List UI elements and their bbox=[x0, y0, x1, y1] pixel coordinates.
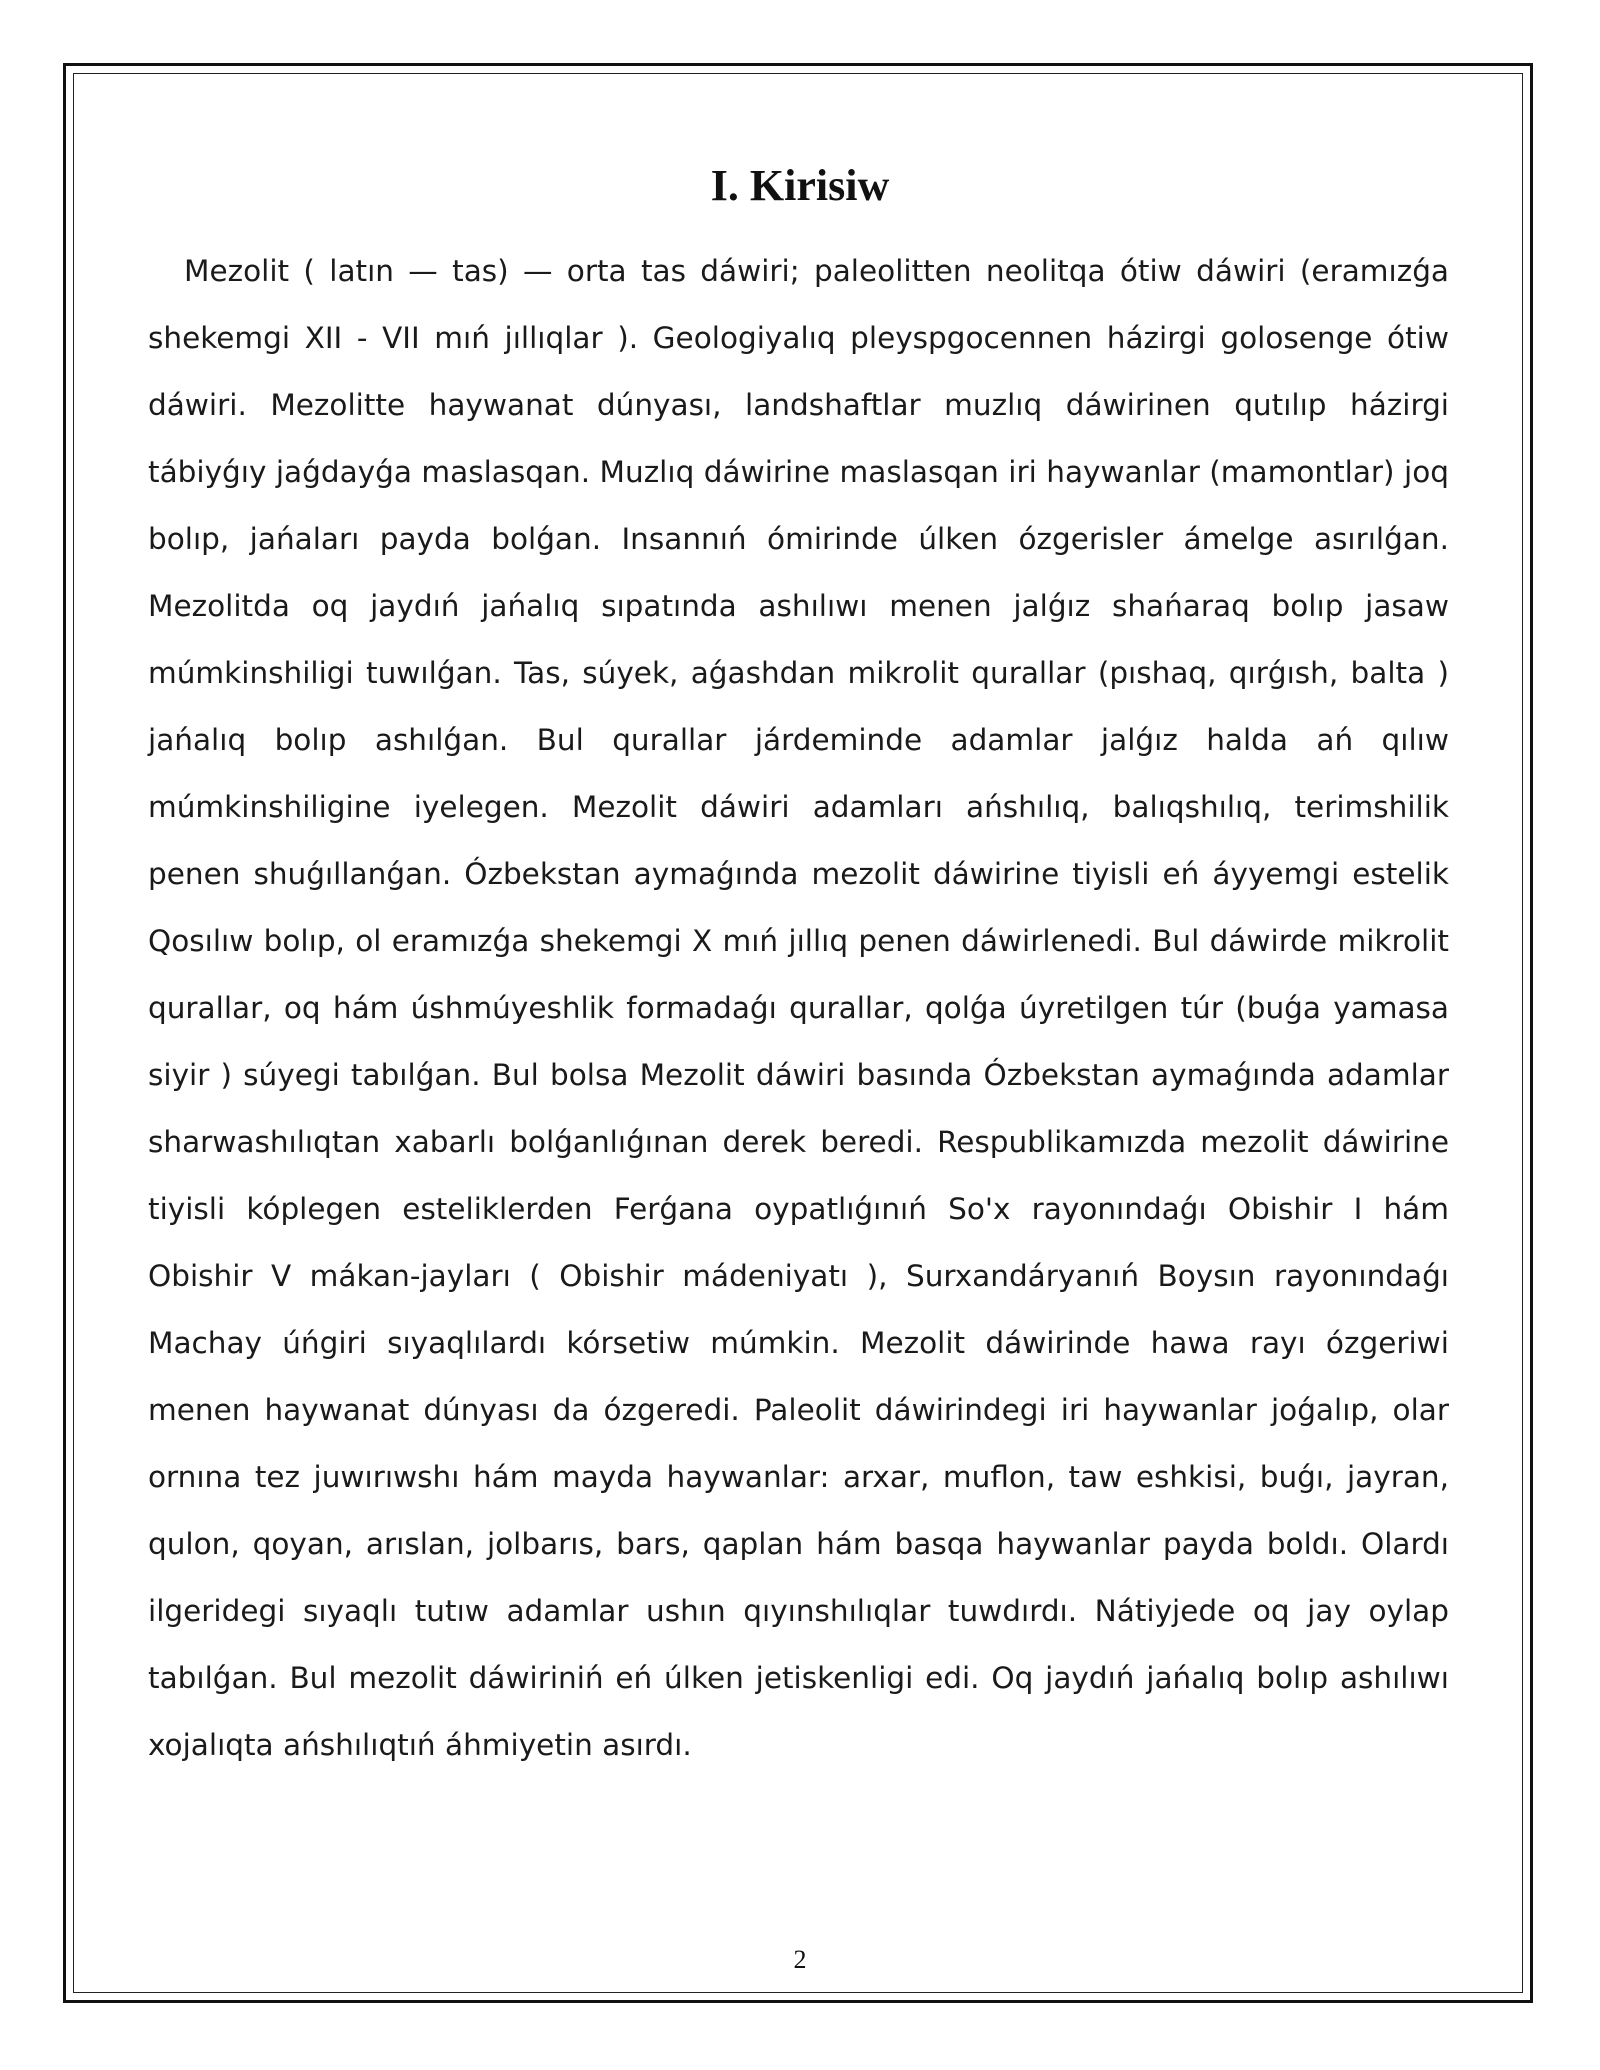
section-heading: I. Kirisiw bbox=[710, 161, 890, 210]
page-number: 2 bbox=[793, 1945, 807, 1974]
body-paragraph: Mezolit ( latın — tas) — orta tas dáwiri; paleolitten neolitqa ótiw dáwiri (eramızǵa shekemgi XII - VII mıń jıllıqlar ). Geologiyalıq pleyspgocennen házirgi golosenge ótiw dáwiri. Mezolitte haywanat dúnyası, landshaftlar muzlıq dáwirinen qutılıp házirgi tábiyǵıy jaǵdayǵa maslasqan. Muzlıq dáwirine maslasqan iri haywanlar (mamontlar) joq bolıp, jańaları payda bolǵan. Insannıń ómirinde úlken ózgerisler ámelge asırılǵan. Mezolitda oq jaydıń jańalıq sıpatında ashılıwı menen jalǵız shańaraq bolıp jasaw múmkinshiligi tuwılǵan. Tas, súyek, aǵashdan mikrolit qurallar (pıshaq, qırǵısh, balta ) jańalıq bolıp ashılǵan. Bul qurallar járdeminde adamlar jalǵız halda ań qılıw múmkinshiligine iyelegen. Mezolit dáwiri adamları ańshılıq, balıqshılıq, terimshilik penen shuǵıllanǵan. Ózbekstan aymaǵında mezolit dáwirine tiyisli eń áyyemgi estelik Qosılıw bolıp, ol eramızǵa shekemgi X mıń jıllıq penen dáwirlenedi. Bul dáwirde mikrolit qurallar, oq hám úshmúyeshlik formadaǵı qurallar, qolǵa úyretilgen túr (buǵa yamasa siyir ) súyegi tabılǵan. Bul bolsa Mezolit dáwiri basında Ózbekstan aymaǵında adamlar sharwashılıqtan xabarlı bolǵanlıǵınan derek beredi. Respublikamızda mezolit dáwirine tiyisli kóplegen esteliklerden Ferǵana oypatlıǵınıń So'x rayonındaǵı Obishir I hám Obishir V mákan-jayları ( Obishir mádeniyatı ), Surxandáryanıń Boysın rayonındaǵı Machay úńgiri sıyaqlılardı kórsetiw múmkin. Mezolit dáwirinde hawa rayı ózgeriwi menen haywanat dúnyası da ózgeredi. Paleolit dáwirindegi iri haywanlar joǵalıp, olar ornına tez juwırıwshı hám mayda haywanlar: arxar, muflon, taw eshkisi, buǵı, jayran, qulon, qoyan, arıslan, jolbarıs, bars, qaplan hám basqa haywanlar payda boldı. Olardı ilgeridegi sıyaqlı tutıw adamlar ushın qıyınshılıqlar tuwdırdı. Nátiyjede oq jay oylap tabılǵan. Bul mezolit dáwiriniń eń úlken jetiskenligi edi. Oq jaydıń jańalıq bolıp ashılıwı xojalıqta ańshılıqtıń áhmiyetin asırdı. bbox=[148, 254, 1449, 1762]
